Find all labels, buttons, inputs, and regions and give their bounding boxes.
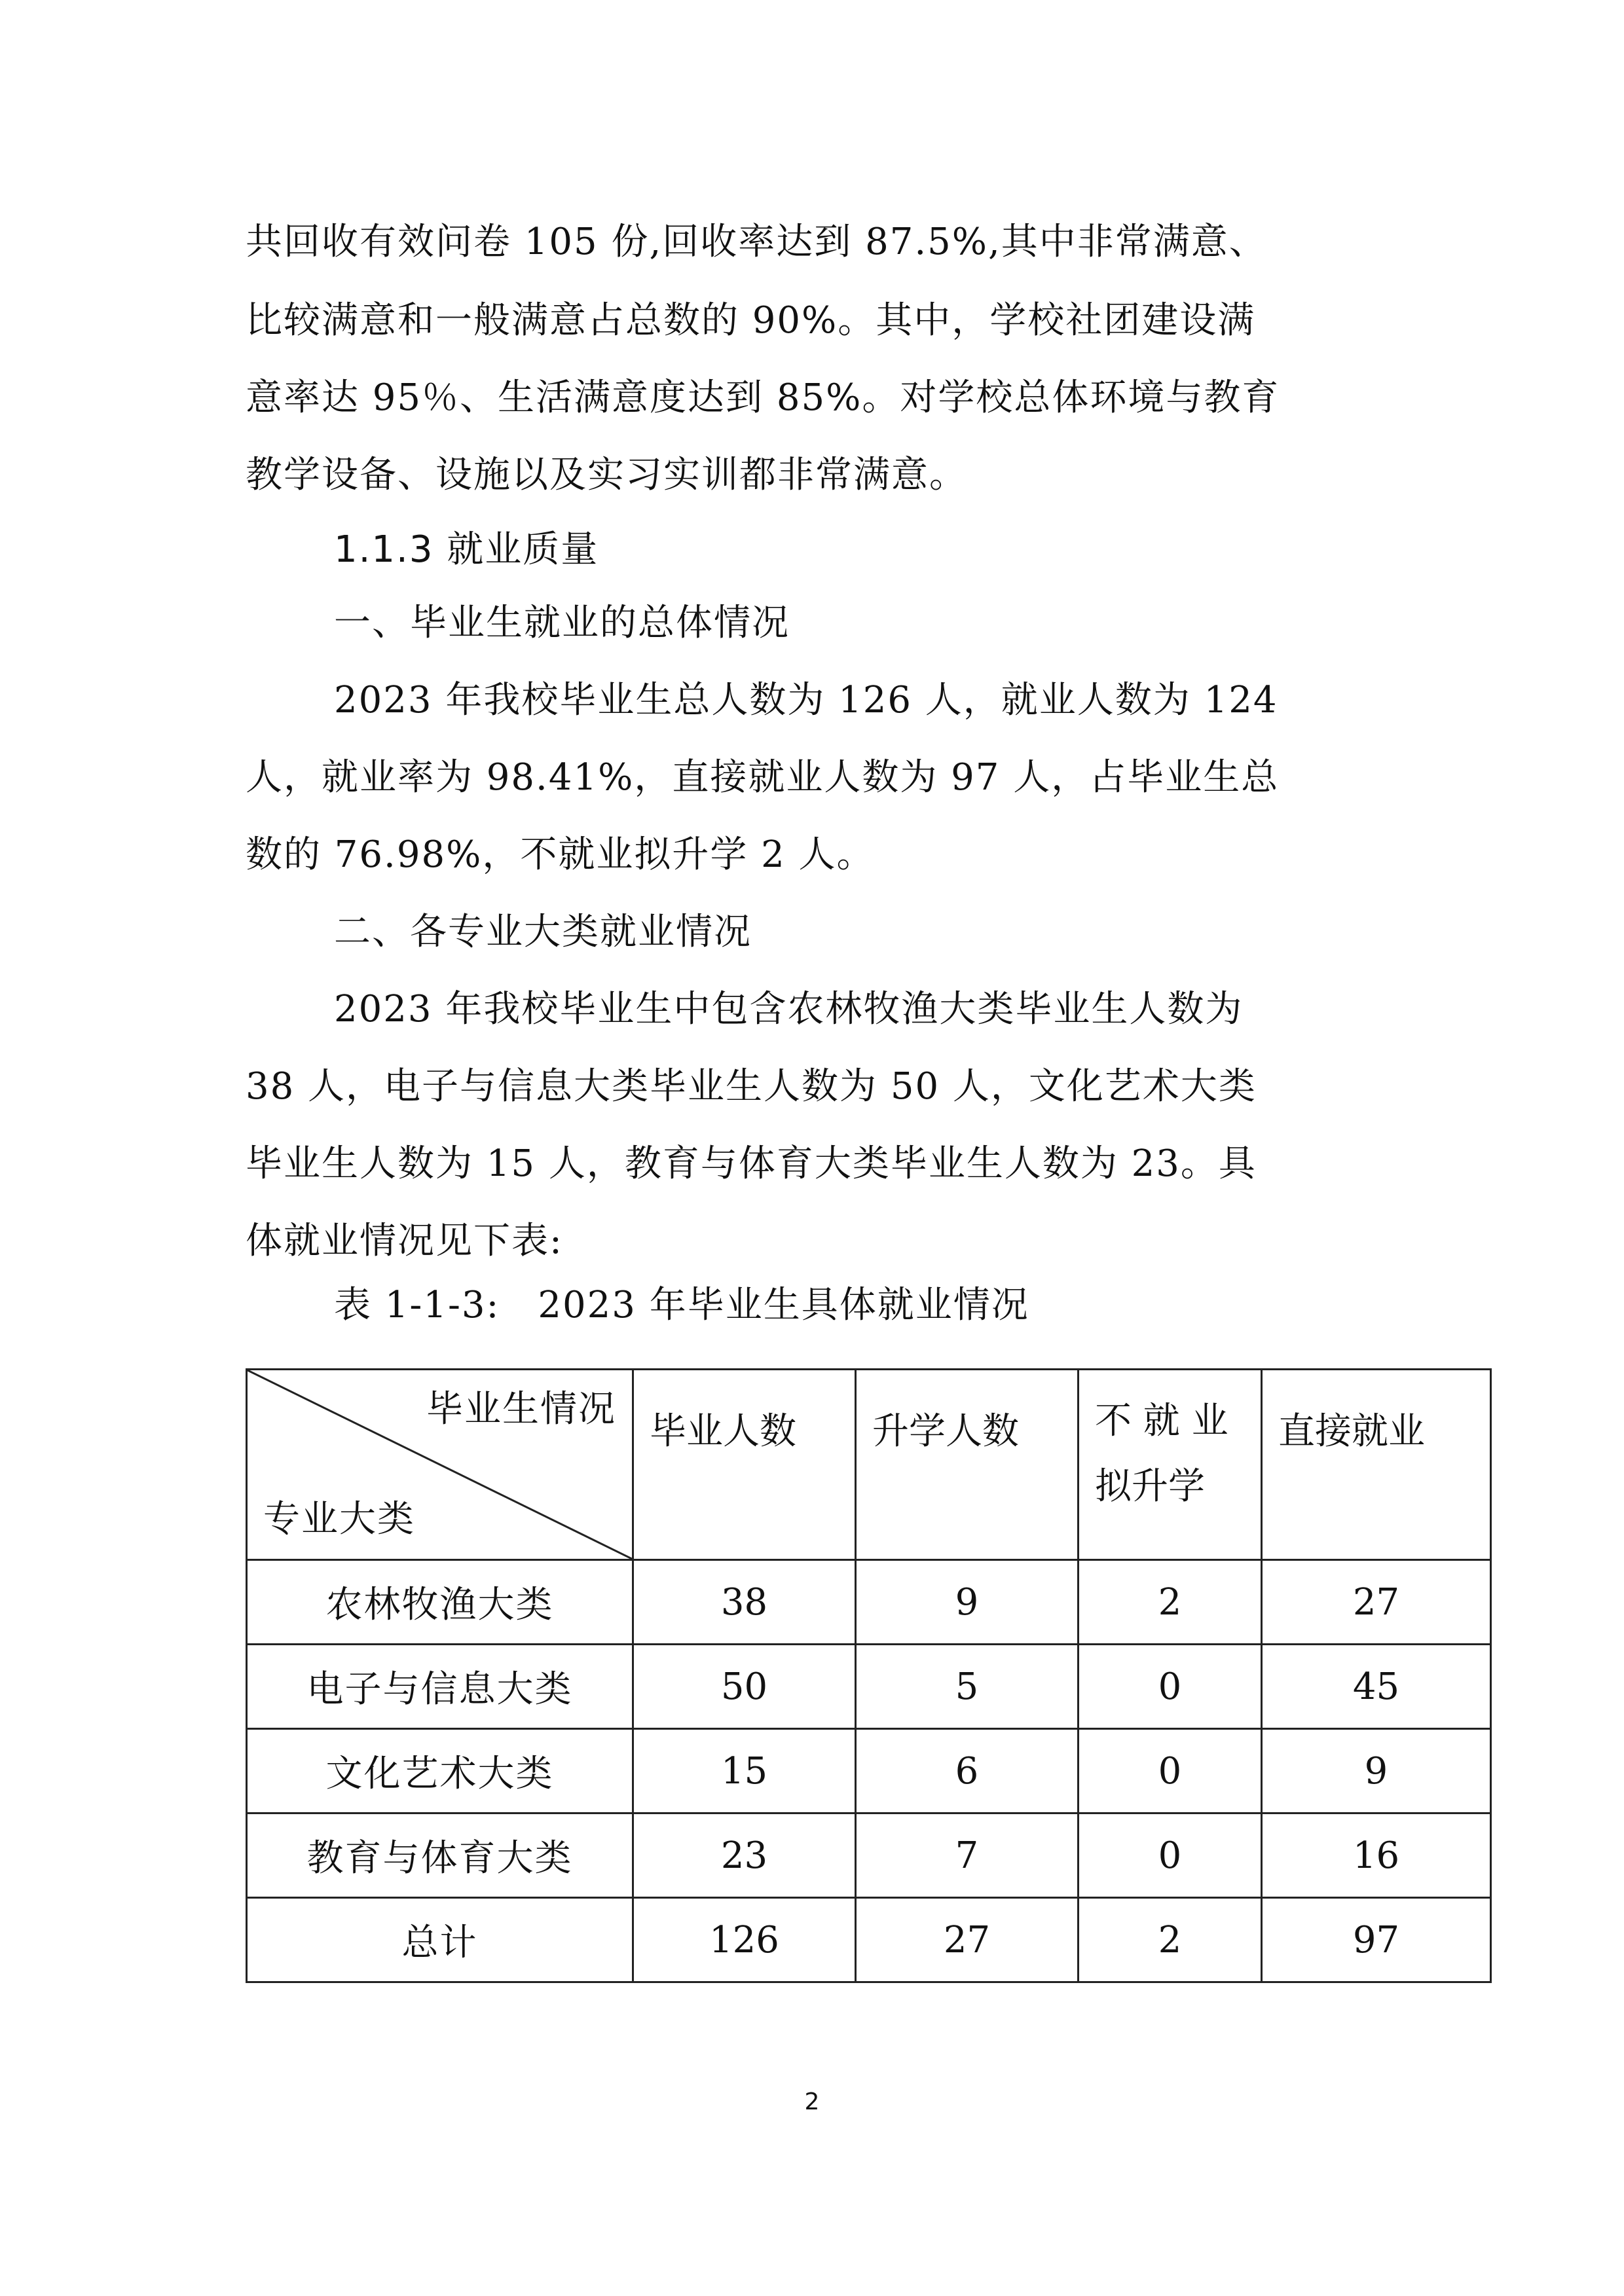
cell-no-employ-study: 2 — [1079, 1560, 1262, 1645]
cell-graduates: 50 — [633, 1645, 856, 1729]
cell-further-study: 27 — [856, 1898, 1079, 1982]
cell-graduates: 15 — [633, 1729, 856, 1813]
section-heading: 1.1.3 就业质量 — [334, 528, 599, 571]
paragraph-line: 意率达 95％、生活满意度达到 85%。对学校总体环境与教育 — [246, 376, 1280, 419]
paragraph-line: 毕业生人数为 15 人，教育与体育大类毕业生人数为 23。具 — [246, 1142, 1257, 1185]
paragraph-line: 共回收有效问卷 105 份,回收率达到 87.5%,其中非常满意、 — [246, 221, 1267, 263]
cell-no-employ-study: 0 — [1079, 1729, 1262, 1813]
header-graduate-status: 毕业生情况 — [426, 1388, 616, 1430]
header-no-employ-study — [1079, 1370, 1262, 1560]
paragraph-line: 2023 年我校毕业生总人数为 126 人，就业人数为 124 — [334, 679, 1278, 721]
table-row — [247, 1645, 1491, 1729]
subsection-heading-overall: 一、毕业生就业的总体情况 — [334, 602, 790, 644]
cell-graduates: 23 — [633, 1813, 856, 1898]
cell-no-employ-study: 0 — [1079, 1813, 1262, 1898]
header-no-employ-line2: 拟升学 — [1095, 1465, 1205, 1508]
table-row — [247, 1813, 1491, 1898]
cell-direct-employ: 45 — [1262, 1645, 1491, 1729]
paragraph-line: 体就业情况见下表: — [246, 1220, 563, 1262]
cell-graduates: 126 — [633, 1898, 856, 1982]
cell-no-employ-study: 0 — [1079, 1645, 1262, 1729]
row-category: 文化艺术大类 — [247, 1729, 633, 1813]
row-category-total: 总计 — [247, 1898, 633, 1982]
header-direct-employ: 直接就业 — [1262, 1370, 1491, 1560]
header-no-employ-line1: 不 就 业 — [1095, 1400, 1228, 1442]
subsection-heading-categories: 二、各专业大类就业情况 — [334, 911, 752, 953]
cell-further-study: 7 — [856, 1813, 1079, 1898]
cell-no-employ-study: 2 — [1079, 1898, 1262, 1982]
header-further-study: 升学人数 — [856, 1370, 1079, 1560]
table-caption: 表 1-1-3: 2023 年毕业生具体就业情况 — [334, 1284, 1029, 1326]
cell-direct-employ: 16 — [1262, 1813, 1491, 1898]
paragraph-line: 比较满意和一般满意占总数的 90%。其中，学校社团建设满 — [246, 299, 1256, 342]
paragraph-line: 2023 年我校毕业生中包含农林牧渔大类毕业生人数为 — [334, 988, 1244, 1030]
cell-further-study: 9 — [856, 1560, 1079, 1645]
header-graduates: 毕业人数 — [633, 1370, 856, 1560]
header-major-category: 专业大类 — [263, 1498, 415, 1540]
row-category: 电子与信息大类 — [247, 1645, 633, 1729]
employment-table — [246, 1368, 1492, 1983]
page-number: 2 — [804, 2088, 820, 2115]
paragraph-line: 数的 76.98%，不就业拟升学 2 人。 — [246, 833, 875, 876]
cell-direct-employ: 27 — [1262, 1560, 1491, 1645]
table-row — [247, 1729, 1491, 1813]
cell-direct-employ: 97 — [1262, 1898, 1491, 1982]
diagonal-header-cell — [247, 1370, 633, 1560]
paragraph-line: 教学设备、设施以及实习实训都非常满意。 — [246, 454, 967, 496]
table-header-row — [247, 1370, 1491, 1560]
table-total-row — [247, 1898, 1491, 1982]
paragraph-line: 人，就业率为 98.41%，直接就业人数为 97 人，占毕业生总 — [246, 756, 1280, 799]
cell-graduates: 38 — [633, 1560, 856, 1645]
table-row — [247, 1560, 1491, 1645]
cell-further-study: 6 — [856, 1729, 1079, 1813]
row-category: 教育与体育大类 — [247, 1813, 633, 1898]
row-category: 农林牧渔大类 — [247, 1560, 633, 1645]
cell-further-study: 5 — [856, 1645, 1079, 1729]
cell-direct-employ: 9 — [1262, 1729, 1491, 1813]
paragraph-line: 38 人，电子与信息大类毕业生人数为 50 人，文化艺术大类 — [246, 1065, 1257, 1108]
